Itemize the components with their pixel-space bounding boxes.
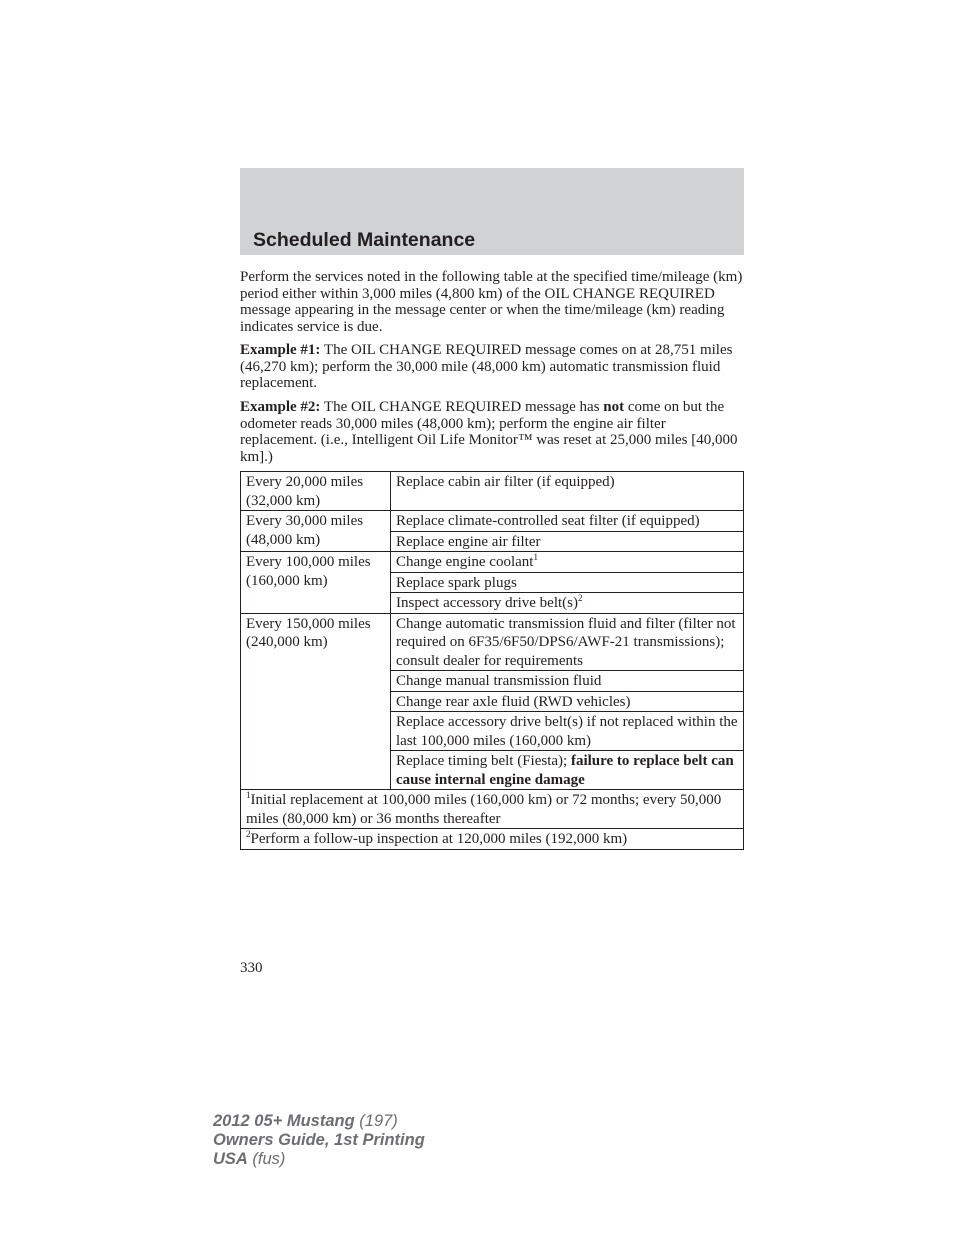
footnote-text: Perform a follow-up inspection at 120,000 miles (192,000 km) [250,831,628,847]
example-1-label: Example #1: [240,342,321,358]
example-1-text: The OIL CHANGE REQUIRED message comes on at 28,751 miles (46,270 km); perform the 30,000 mile (48,000 km) automatic transmission fluid replacement. [240,342,733,391]
interval-cell: Every 100,000 miles (160,000 km) [241,552,391,614]
example-1-paragraph [240,342,746,392]
table-footnote-row [241,829,744,850]
example-2-paragraph [240,399,746,465]
footer-market-code: (fus) [247,1150,286,1168]
example-2-text-b: come on but the odometer reads 30,000 miles (48,000 km); perform the engine air filter replacement. (i.e., Intelligent Oil Life Monitor™ was reset at 25,000 miles [40,000 km].) [240,399,738,465]
table-row [241,472,744,511]
footer-model-code: (197) [354,1112,398,1130]
service-cell: Replace engine air filter [391,531,744,552]
footer-line-2 [213,1131,425,1150]
section-title: Scheduled Maintenance [253,229,476,251]
service-cell [391,593,744,614]
footer-guide: Owners Guide, 1st Printing [213,1131,425,1149]
service-cell: Replace accessory drive belt(s) if not replaced within the last 100,000 miles (160,000 km) [391,712,744,751]
service-text: Inspect accessory drive belt(s) [396,595,579,611]
footer-model: 2012 05+ Mustang [213,1112,355,1130]
warning-text: failure to replace belt can cause internal engine damage [396,753,734,788]
footnote-marker: 2 [578,593,583,603]
service-cell: Change rear axle fluid (RWD vehicles) [391,691,744,712]
maintenance-schedule-table [240,471,744,850]
service-cell [391,552,744,573]
table-row [241,552,744,573]
footnote-marker: 2 [246,829,251,839]
footer-line-3 [213,1150,425,1169]
service-cell: Change manual transmission fluid [391,671,744,692]
footer-market: USA [213,1150,248,1168]
interval-cell: Every 150,000 miles (240,000 km) [241,613,391,790]
footnote-cell [241,790,744,829]
example-2-text-a: The OIL CHANGE REQUIRED message has [320,399,604,415]
footnote-cell [241,829,744,850]
interval-cell: Every 30,000 miles (48,000 km) [241,511,391,552]
interval-cell: Every 20,000 miles (32,000 km) [241,472,391,511]
service-cell: Replace cabin air filter (if equipped) [391,472,744,511]
service-cell: Replace spark plugs [391,572,744,593]
footer-line-1 [213,1112,425,1131]
example-2-emphasis: not [603,399,625,415]
table-footnote-row [241,790,744,829]
service-text: Change engine coolant [396,554,534,570]
service-cell: Change automatic transmission fluid and filter (filter not required on 6F35/6F50/DPS6/AWF-21 transmissions); consult dealer for requirements [391,613,744,671]
document-footer [213,1112,425,1169]
footnote-text: Initial replacement at 100,000 miles (160,000 km) or 72 months; every 50,000 miles (80,000 km) or 36 months thereafter [246,792,722,827]
table-row [241,613,744,671]
footnote-marker: 1 [533,552,538,562]
service-cell: Replace climate-controlled seat filter (if equipped) [391,511,744,532]
service-cell [391,751,744,790]
section-header-band [240,168,744,255]
service-text: Replace timing belt (Fiesta); [396,753,571,769]
table-row [241,511,744,532]
example-2-label: Example #2: [240,399,321,415]
page-number: 330 [240,960,263,976]
footnote-marker: 1 [246,790,251,800]
intro-paragraph: Perform the services noted in the following table at the specified time/mileage (km) period either within 3,000 miles (4,800 km) of the OIL CHANGE REQUIRED message appearing in the message center or when the time/mileage (km) reading indicates service is due. [240,269,743,335]
